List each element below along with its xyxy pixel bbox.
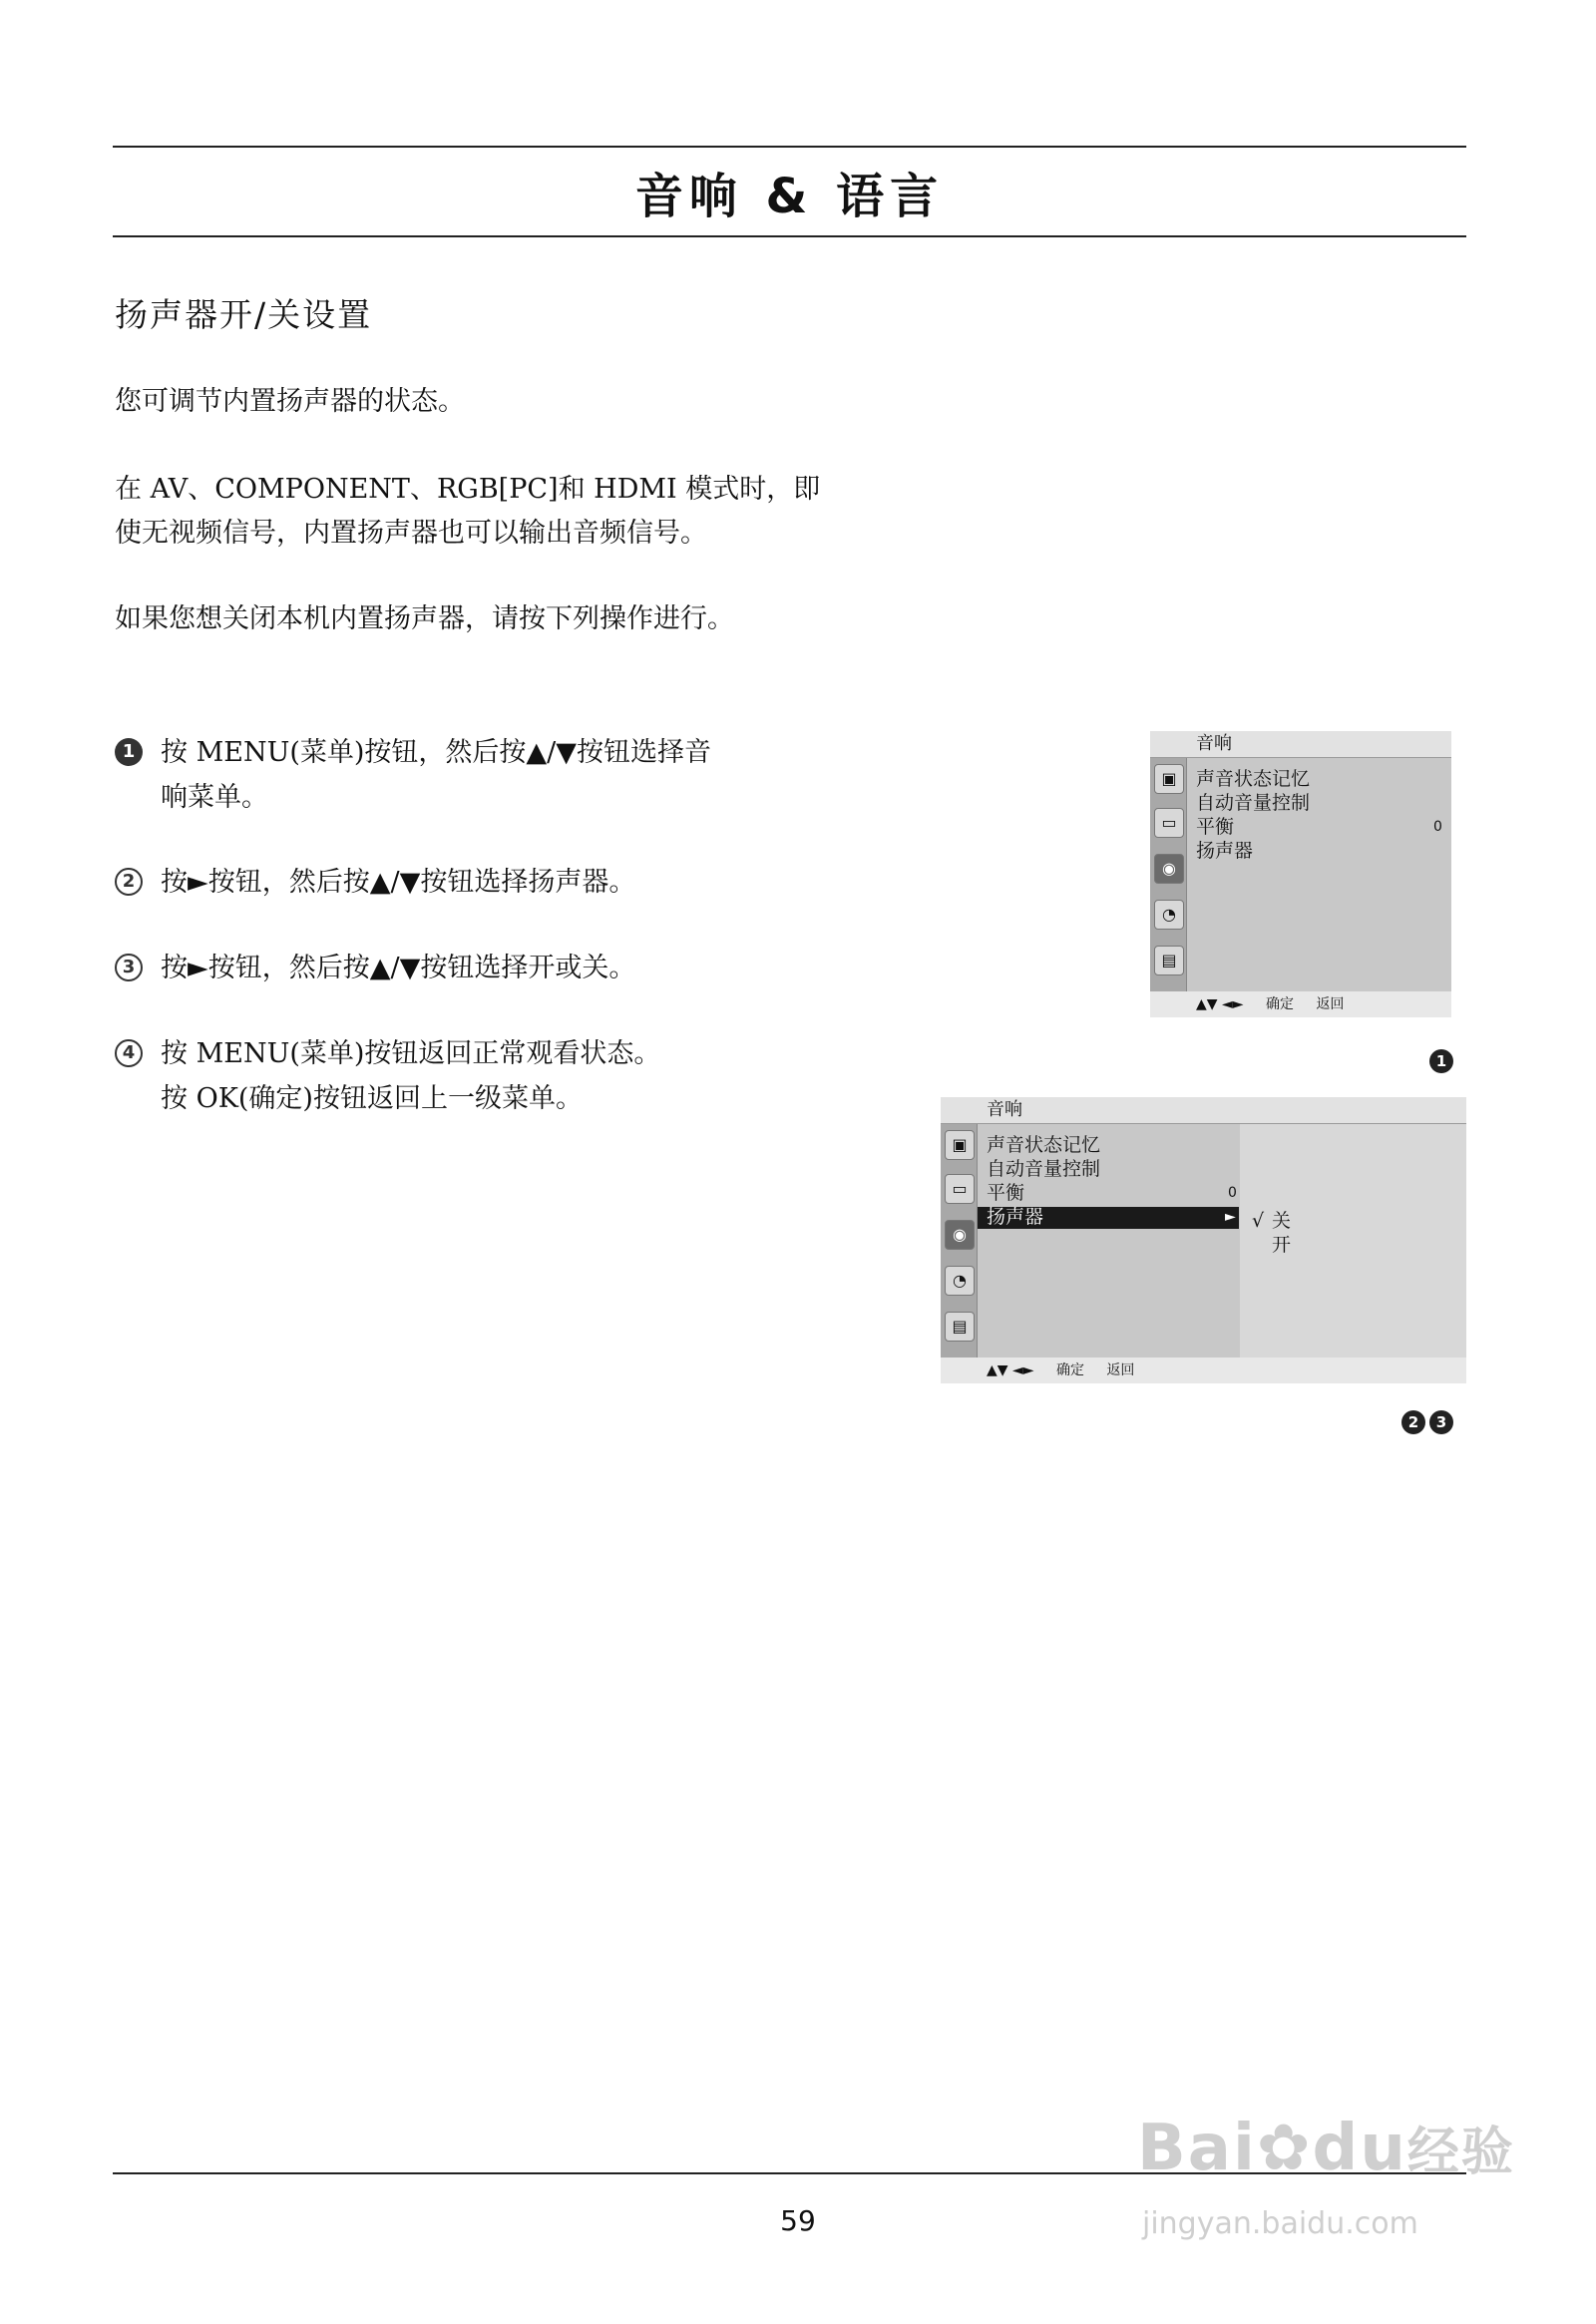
menu2-ok-hint: 确定 [1055,1362,1084,1378]
intro-paragraph: 您可调节内置扬声器的状态。 [115,386,465,417]
screen-icon[interactable]: ▭ [945,1174,975,1204]
step-3 [115,946,853,990]
menu1-balance-value: 0 [1433,819,1442,835]
menu2-submenu-arrow: ► [1225,1209,1236,1225]
menu2-header: 音响 [941,1097,1466,1124]
menu1-ok-hint: 确定 [1265,996,1294,1012]
step-1-line-1: 按 MENU(菜单)按钮，然后按▲/▼按钮选择音 [161,737,712,768]
menu1-item-balance[interactable]: 平衡 [1196,816,1235,838]
paw-icon: ✿ [1256,2112,1313,2185]
watermark-brand [1137,2110,1515,2185]
special-icon[interactable]: ▤ [945,1312,975,1342]
screen-icon[interactable]: ▭ [1154,808,1184,838]
menu1-back-hint: 返回 [1316,996,1345,1012]
menu2-item-balance[interactable]: 平衡 [987,1182,1025,1204]
figure-badge-2: 2 [1401,1410,1425,1434]
audio-icon[interactable]: ◉ [945,1220,975,1250]
menu2-item-sound-memory[interactable]: 声音状态记忆 [987,1134,1101,1156]
audio-icon[interactable]: ◉ [1154,854,1184,884]
top-rule [113,146,1466,148]
step-number-4: 4 [115,1039,143,1067]
section-heading: 扬声器开/关设置 [115,295,373,334]
page-title: 音响 & 语言 [634,169,945,224]
menu2-option-off[interactable]: 关 [1272,1210,1292,1232]
step-4 [115,1031,853,1121]
audio-menu-screen-1 [1150,731,1451,1017]
step-1 [115,730,853,820]
menu2-item-avl[interactable]: 自动音量控制 [987,1158,1101,1180]
menu2-sidebar [941,1124,978,1357]
step-1-line-2: 响菜单。 [161,782,268,813]
menu1-item-avl[interactable]: 自动音量控制 [1196,792,1311,814]
mode-paragraph-line-1: 在 AV、COMPONENT、RGB[PC]和 HDMI 模式时，即 [115,474,821,505]
timer-icon[interactable]: ◔ [945,1266,975,1296]
menu2-balance-value: 0 [1228,1185,1237,1201]
menu1-item-speaker[interactable]: 扬声器 [1196,840,1254,862]
instruction-paragraph: 如果您想关闭本机内置扬声器，请按下列操作进行。 [115,603,734,634]
menu1-header: 音响 [1150,731,1451,758]
step-number-2: 2 [115,868,143,896]
watermark-brand-part-2: du [1312,2112,1407,2185]
menu1-sidebar [1150,758,1187,991]
watermark-url: jingyan.baidu.com [1142,2206,1418,2241]
figure-badge-1: 1 [1429,1049,1453,1073]
step-number-1: 1 [115,738,143,766]
menu2-option-on[interactable]: 开 [1272,1234,1292,1256]
picture-icon[interactable]: ▣ [945,1130,975,1160]
menu2-back-hint: 返回 [1106,1362,1135,1378]
step-2-line-1: 按►按钮，然后按▲/▼按钮选择扬声器。 [161,867,636,898]
step-4-line-2: 按 OK(确定)按钮返回上一级菜单。 [161,1083,583,1114]
page-number: 59 [780,2204,816,2237]
menu1-footer [1150,991,1451,1017]
menu2-footer [941,1357,1466,1383]
step-2 [115,860,853,905]
watermark-brand-part-1: Bai [1137,2112,1257,2185]
audio-menu-screen-2 [941,1097,1466,1383]
title-bottom-rule [113,235,1466,237]
step-number-3: 3 [115,954,143,981]
menu2-item-speaker[interactable]: 扬声器 [987,1206,1044,1228]
timer-icon[interactable]: ◔ [1154,900,1184,930]
step-4-line-1: 按 MENU(菜单)按钮返回正常观看状态。 [161,1038,661,1069]
menu1-nav-arrows: ▲▼ ◄► [1196,996,1244,1012]
step-3-line-1: 按►按钮，然后按▲/▼按钮选择开或关。 [161,953,636,983]
watermark-brand-part-3: 经验 [1406,2123,1515,2182]
figure-badge-3: 3 [1429,1410,1453,1434]
special-icon[interactable]: ▤ [1154,946,1184,975]
menu1-item-sound-memory[interactable]: 声音状态记忆 [1196,768,1311,790]
menu2-nav-arrows: ▲▼ ◄► [987,1362,1034,1378]
mode-paragraph-line-2: 使无视频信号，内置扬声器也可以输出音频信号。 [115,518,707,549]
menu2-checkmark: √ [1252,1210,1265,1232]
picture-icon[interactable]: ▣ [1154,764,1184,794]
